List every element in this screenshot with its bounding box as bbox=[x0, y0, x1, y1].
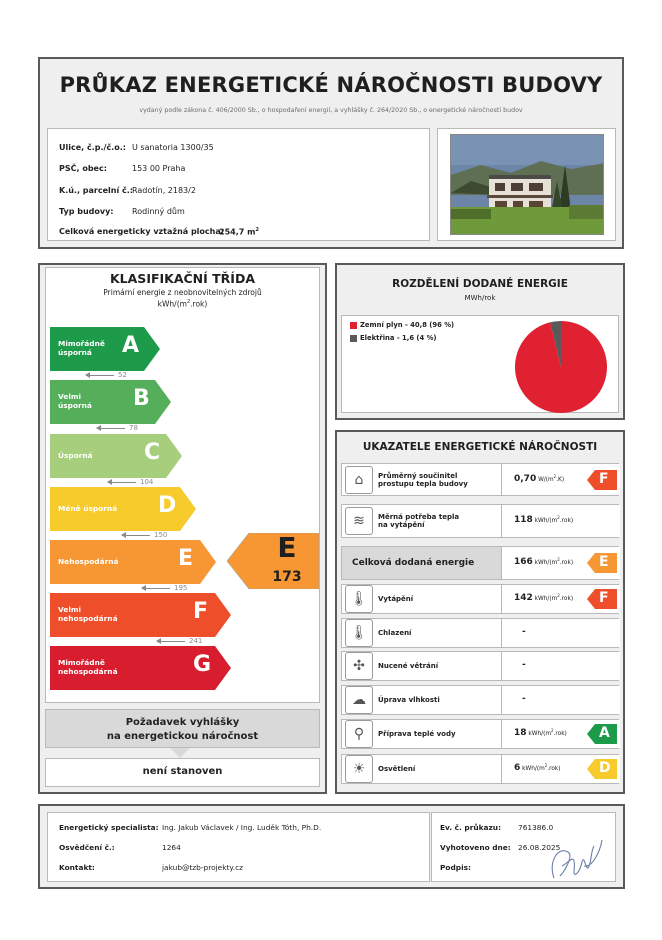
indicator-value-0: 0,70 $W/(m^2.K)$ bbox=[514, 473, 565, 484]
result-letter: E bbox=[277, 531, 297, 564]
class-threshold-b: 78 bbox=[97, 424, 138, 432]
class-arrow-f bbox=[50, 593, 231, 637]
indicator-label-3: Vytápění bbox=[378, 595, 414, 603]
area-value: 254,7 $m^2$ bbox=[219, 227, 259, 237]
energy-pie-chart bbox=[514, 320, 608, 414]
requirement-title-2: na energetickou náročnost bbox=[106, 731, 259, 742]
cert-value: 1264 bbox=[162, 843, 181, 852]
indicator-value-box-7 bbox=[501, 720, 620, 748]
classification-unit: kWh/$(m^2.rok)$ bbox=[157, 299, 208, 309]
class-arrow-e bbox=[50, 540, 216, 584]
indicator-row-6 bbox=[341, 685, 619, 715]
specialist-label: Energetický specialista: bbox=[59, 823, 159, 832]
indicator-row-5 bbox=[341, 651, 619, 681]
class-label-a: Mimořádně úsporná bbox=[58, 339, 105, 357]
class-threshold-d: 150 bbox=[122, 531, 167, 539]
class-arrow-b bbox=[50, 380, 171, 424]
indicator-row-4 bbox=[341, 618, 619, 648]
class-label-d: Méně úsporná bbox=[58, 503, 118, 513]
requirement-pointer bbox=[170, 748, 190, 758]
class-letter-d: D bbox=[158, 493, 177, 518]
class-letter-e: E bbox=[178, 546, 194, 571]
requirement-header bbox=[45, 709, 320, 748]
distribution-title: ROZDĚLENÍ DODANÉ ENERGIE bbox=[392, 278, 568, 290]
page-title: PRŮKAZ ENERGETICKÉ NÁROČNOSTI BUDOVY bbox=[59, 73, 603, 97]
class-label-g: Mimořádně nehospodárná bbox=[58, 658, 118, 676]
grade-badge-3: F bbox=[587, 589, 617, 609]
page-subtitle: vydaný podle zákona č. 406/2000 Sb., o hospodaření energií, a vyhlášky č. 264/2020 Sb., o energetické náročnosti budov bbox=[139, 107, 523, 114]
indicator-value-3: 142 kWh/$(m^2.rok)$ bbox=[514, 593, 574, 603]
class-threshold-a: 52 bbox=[86, 371, 127, 379]
indicator-value-2: 166 kWh/$(m^2.rok)$ bbox=[514, 557, 574, 567]
date-value: 26.08.2025 bbox=[518, 843, 561, 852]
result-value: 173 bbox=[272, 569, 302, 585]
classification-title: KLASIFIKAČNÍ TŘÍDA bbox=[109, 271, 256, 286]
indicator-label-2: Celková dodaná energie bbox=[352, 558, 475, 568]
requirement-title-1: Požadavek vyhlášky bbox=[125, 717, 240, 728]
legend-swatch-gas bbox=[350, 322, 357, 329]
street-value: U sanatoria 1300/35 bbox=[132, 143, 214, 152]
legend-item-electricity: Elektřina - 1,6 (4 %) bbox=[350, 334, 437, 342]
class-letter-f: F bbox=[193, 599, 209, 624]
building-photo bbox=[450, 134, 604, 235]
indicator-value-box-1 bbox=[501, 505, 620, 537]
class-threshold-c: 104 bbox=[108, 478, 153, 486]
fan-icon: ✣ bbox=[345, 652, 373, 680]
type-value: Rodinný dům bbox=[132, 207, 185, 216]
signature bbox=[540, 832, 610, 884]
type-label: Typ budovy: bbox=[59, 207, 114, 216]
indicator-label-8: Osvětlení bbox=[378, 765, 416, 773]
class-letter-g: G bbox=[193, 652, 212, 677]
class-letter-b: B bbox=[133, 386, 150, 411]
evid-value: 761386.0 bbox=[518, 823, 554, 832]
humidity-icon: ☁ bbox=[345, 686, 373, 714]
specialist-value: Ing. Jakub Václavek / Ing. Luděk Tóth, Ph.D. bbox=[162, 823, 322, 832]
indicator-label-0: Průměrný součinitel prostupu tepla budovy bbox=[378, 471, 468, 488]
indicator-value-4: - bbox=[522, 627, 526, 637]
class-letter-c: C bbox=[144, 440, 161, 465]
grade-badge-0: F bbox=[587, 470, 617, 490]
area-label: Celková energeticky vztažná plocha: bbox=[59, 227, 224, 236]
distribution-unit: MWh/rok bbox=[464, 294, 496, 302]
indicator-row-2 bbox=[341, 546, 619, 580]
indicator-value-box-8 bbox=[501, 755, 620, 783]
ku-value: Radotín, 2183/2 bbox=[132, 186, 196, 195]
indicators-title: UKAZATELE ENERGETICKÉ NÁROČNOSTI bbox=[362, 441, 598, 453]
indicator-label-4: Chlazení bbox=[378, 629, 412, 637]
class-arrow-c bbox=[50, 434, 182, 478]
thermometer-plus-icon: 🌡 bbox=[345, 585, 373, 613]
psc-value: 153 00 Praha bbox=[132, 164, 186, 173]
class-label-f: Velmi nehospodárná bbox=[58, 605, 118, 623]
thermometer-icon: 🌡 bbox=[345, 619, 373, 647]
class-threshold-f: 241 bbox=[157, 637, 202, 645]
grade-badge-7: A bbox=[587, 724, 617, 744]
grade-badge-8: D bbox=[587, 759, 617, 779]
class-letter-a: A bbox=[122, 333, 140, 358]
legend-item-gas: Zemní plyn - 40,8 (96 %) bbox=[350, 321, 454, 329]
classification-subtitle: Primární energie z neobnovitelných zdrojů bbox=[103, 288, 262, 297]
indicator-value-box-2 bbox=[501, 547, 620, 579]
indicator-row-8 bbox=[341, 754, 619, 784]
indicator-value-1: 118 kWh/$(m^2.rok)$ bbox=[514, 515, 574, 525]
requirement-value: není stanoven bbox=[142, 766, 223, 777]
ku-label: K.ú., parcelní č.: bbox=[59, 186, 133, 195]
indicator-label-1: Měrná potřeba tepla na vytápění bbox=[378, 513, 460, 530]
contact-label: Kontakt: bbox=[59, 863, 95, 872]
indicator-value-box-3 bbox=[501, 585, 620, 613]
indicator-row-7 bbox=[341, 719, 619, 749]
light-bulb-icon: ☀ bbox=[345, 755, 373, 783]
house-icon: ⌂ bbox=[345, 466, 373, 494]
water-tap-icon: ⚲ bbox=[345, 720, 373, 748]
indicator-row-1 bbox=[341, 504, 619, 538]
class-label-e: Nehospodárná bbox=[58, 556, 119, 566]
indicator-value-box-0 bbox=[501, 464, 620, 495]
indicator-label-6: Úprava vlhkosti bbox=[378, 696, 440, 704]
indicator-value-box-5 bbox=[501, 652, 620, 680]
cert-label: Osvědčení č.: bbox=[59, 843, 115, 852]
indicator-row-3 bbox=[341, 584, 619, 614]
psc-label: PSČ, obec: bbox=[59, 164, 107, 173]
indicator-value-box-4 bbox=[501, 619, 620, 647]
grade-badge-2: E bbox=[587, 553, 617, 573]
indicator-label-7: Příprava teplé vody bbox=[378, 730, 456, 738]
indicator-label-5: Nucené větrání bbox=[378, 662, 439, 670]
indicator-value-6: - bbox=[522, 694, 526, 704]
indicator-value-8: 6 kWh/$(m^2.rok)$ bbox=[514, 763, 561, 773]
sign-label: Podpis: bbox=[440, 863, 471, 872]
class-label-b: Velmi úsporná bbox=[58, 392, 92, 410]
class-arrow-a bbox=[50, 327, 160, 371]
indicator-value-box-6 bbox=[501, 686, 620, 714]
evid-label: Ev. č. průkazu: bbox=[440, 823, 502, 832]
indicator-row-0 bbox=[341, 463, 619, 496]
date-label: Vyhotoveno dne: bbox=[440, 843, 511, 852]
contact-value: jakub@tzb-projekty.cz bbox=[162, 863, 244, 872]
class-threshold-e: 195 bbox=[142, 584, 187, 592]
indicator-value-7: 18 kWh/$(m^2.rok)$ bbox=[514, 728, 567, 738]
indicator-value-5: - bbox=[522, 660, 526, 670]
legend-swatch-electricity bbox=[350, 335, 357, 342]
class-label-c: Úsporná bbox=[58, 450, 93, 460]
heat-waves-icon: ≋ bbox=[345, 507, 373, 535]
class-arrow-g bbox=[50, 646, 231, 690]
class-arrow-d bbox=[50, 487, 196, 531]
street-label: Ulice, č.p./č.o.: bbox=[59, 143, 126, 152]
